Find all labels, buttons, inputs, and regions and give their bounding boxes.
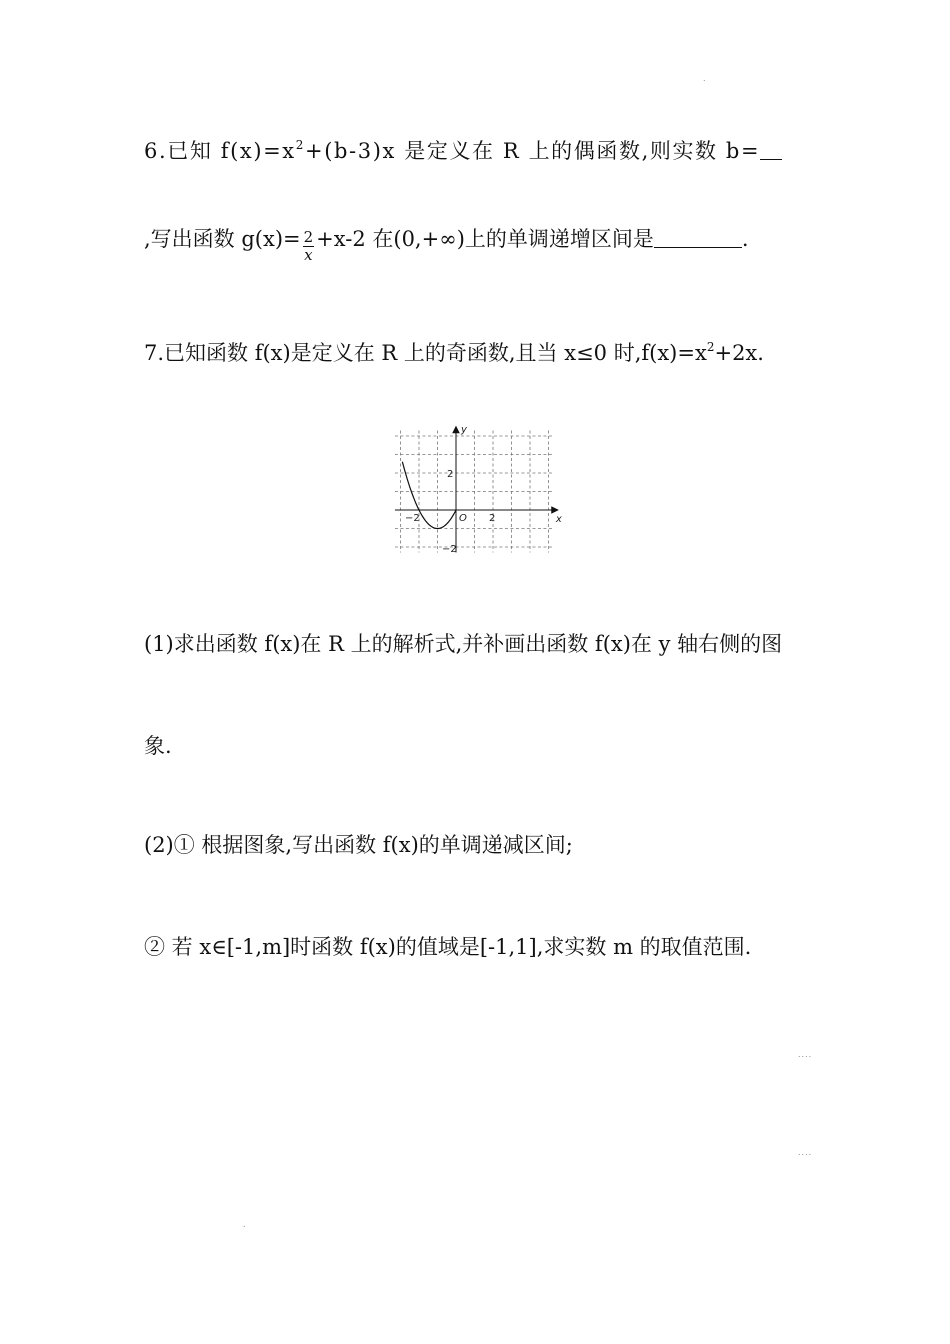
function-graph bbox=[394, 424, 562, 556]
tick-label-x-2: 2 bbox=[489, 513, 496, 524]
question-6-line-1: 6.已知 $f(x)=x^2+(b-3)x$ 是定义在 R 上的偶函数,则实数 b= bbox=[144, 139, 782, 162]
tick-label-y-2: 2 bbox=[447, 469, 454, 480]
x-axis-arrow bbox=[552, 507, 558, 513]
question-6-line-2: ,写出函数 g(x)= $\frac{2}{x}$ +x-2 在(0,+∞)上的单调递增区间是 . bbox=[144, 227, 749, 264]
part-1-line-2: 象. bbox=[144, 734, 172, 758]
answer-blank-b[interactable] bbox=[760, 141, 782, 160]
fraction-2-over-x: $\frac{2}{x}$ bbox=[303, 228, 314, 264]
answer-blank-interval[interactable] bbox=[654, 229, 742, 248]
stray-mark: .... bbox=[798, 1050, 813, 1059]
tick-label-x-neg2: −2 bbox=[405, 513, 420, 524]
part-2-line-1: (2)① 根据图象,写出函数 f(x)的单调递减区间; bbox=[144, 833, 573, 857]
axis-label-y: y bbox=[461, 424, 467, 436]
part-1-line-1: (1)求出函数 f(x)在 R 上的解析式,并补画出函数 f(x)在 y 轴右侧的图 bbox=[144, 632, 783, 656]
stray-mark: . bbox=[243, 1220, 247, 1229]
stray-mark: .... bbox=[798, 1148, 813, 1157]
origin-label: O bbox=[459, 513, 467, 524]
question-7-stem: 7.已知函数 f(x)是定义在 R 上的奇函数,且当 x≤0 时$,f(x)=x^2+2x$. bbox=[144, 340, 764, 365]
tick-label-y-neg2: −2 bbox=[442, 544, 457, 555]
axis-label-x: x bbox=[555, 514, 562, 525]
grid bbox=[395, 430, 554, 552]
part-2-line-2: ② 若 x∈[-1,m]时函数 f(x)的值域是[-1,1],求实数 m 的取值范围. bbox=[144, 935, 752, 959]
y-axis-arrow bbox=[453, 427, 459, 433]
stray-mark: . bbox=[703, 74, 707, 83]
